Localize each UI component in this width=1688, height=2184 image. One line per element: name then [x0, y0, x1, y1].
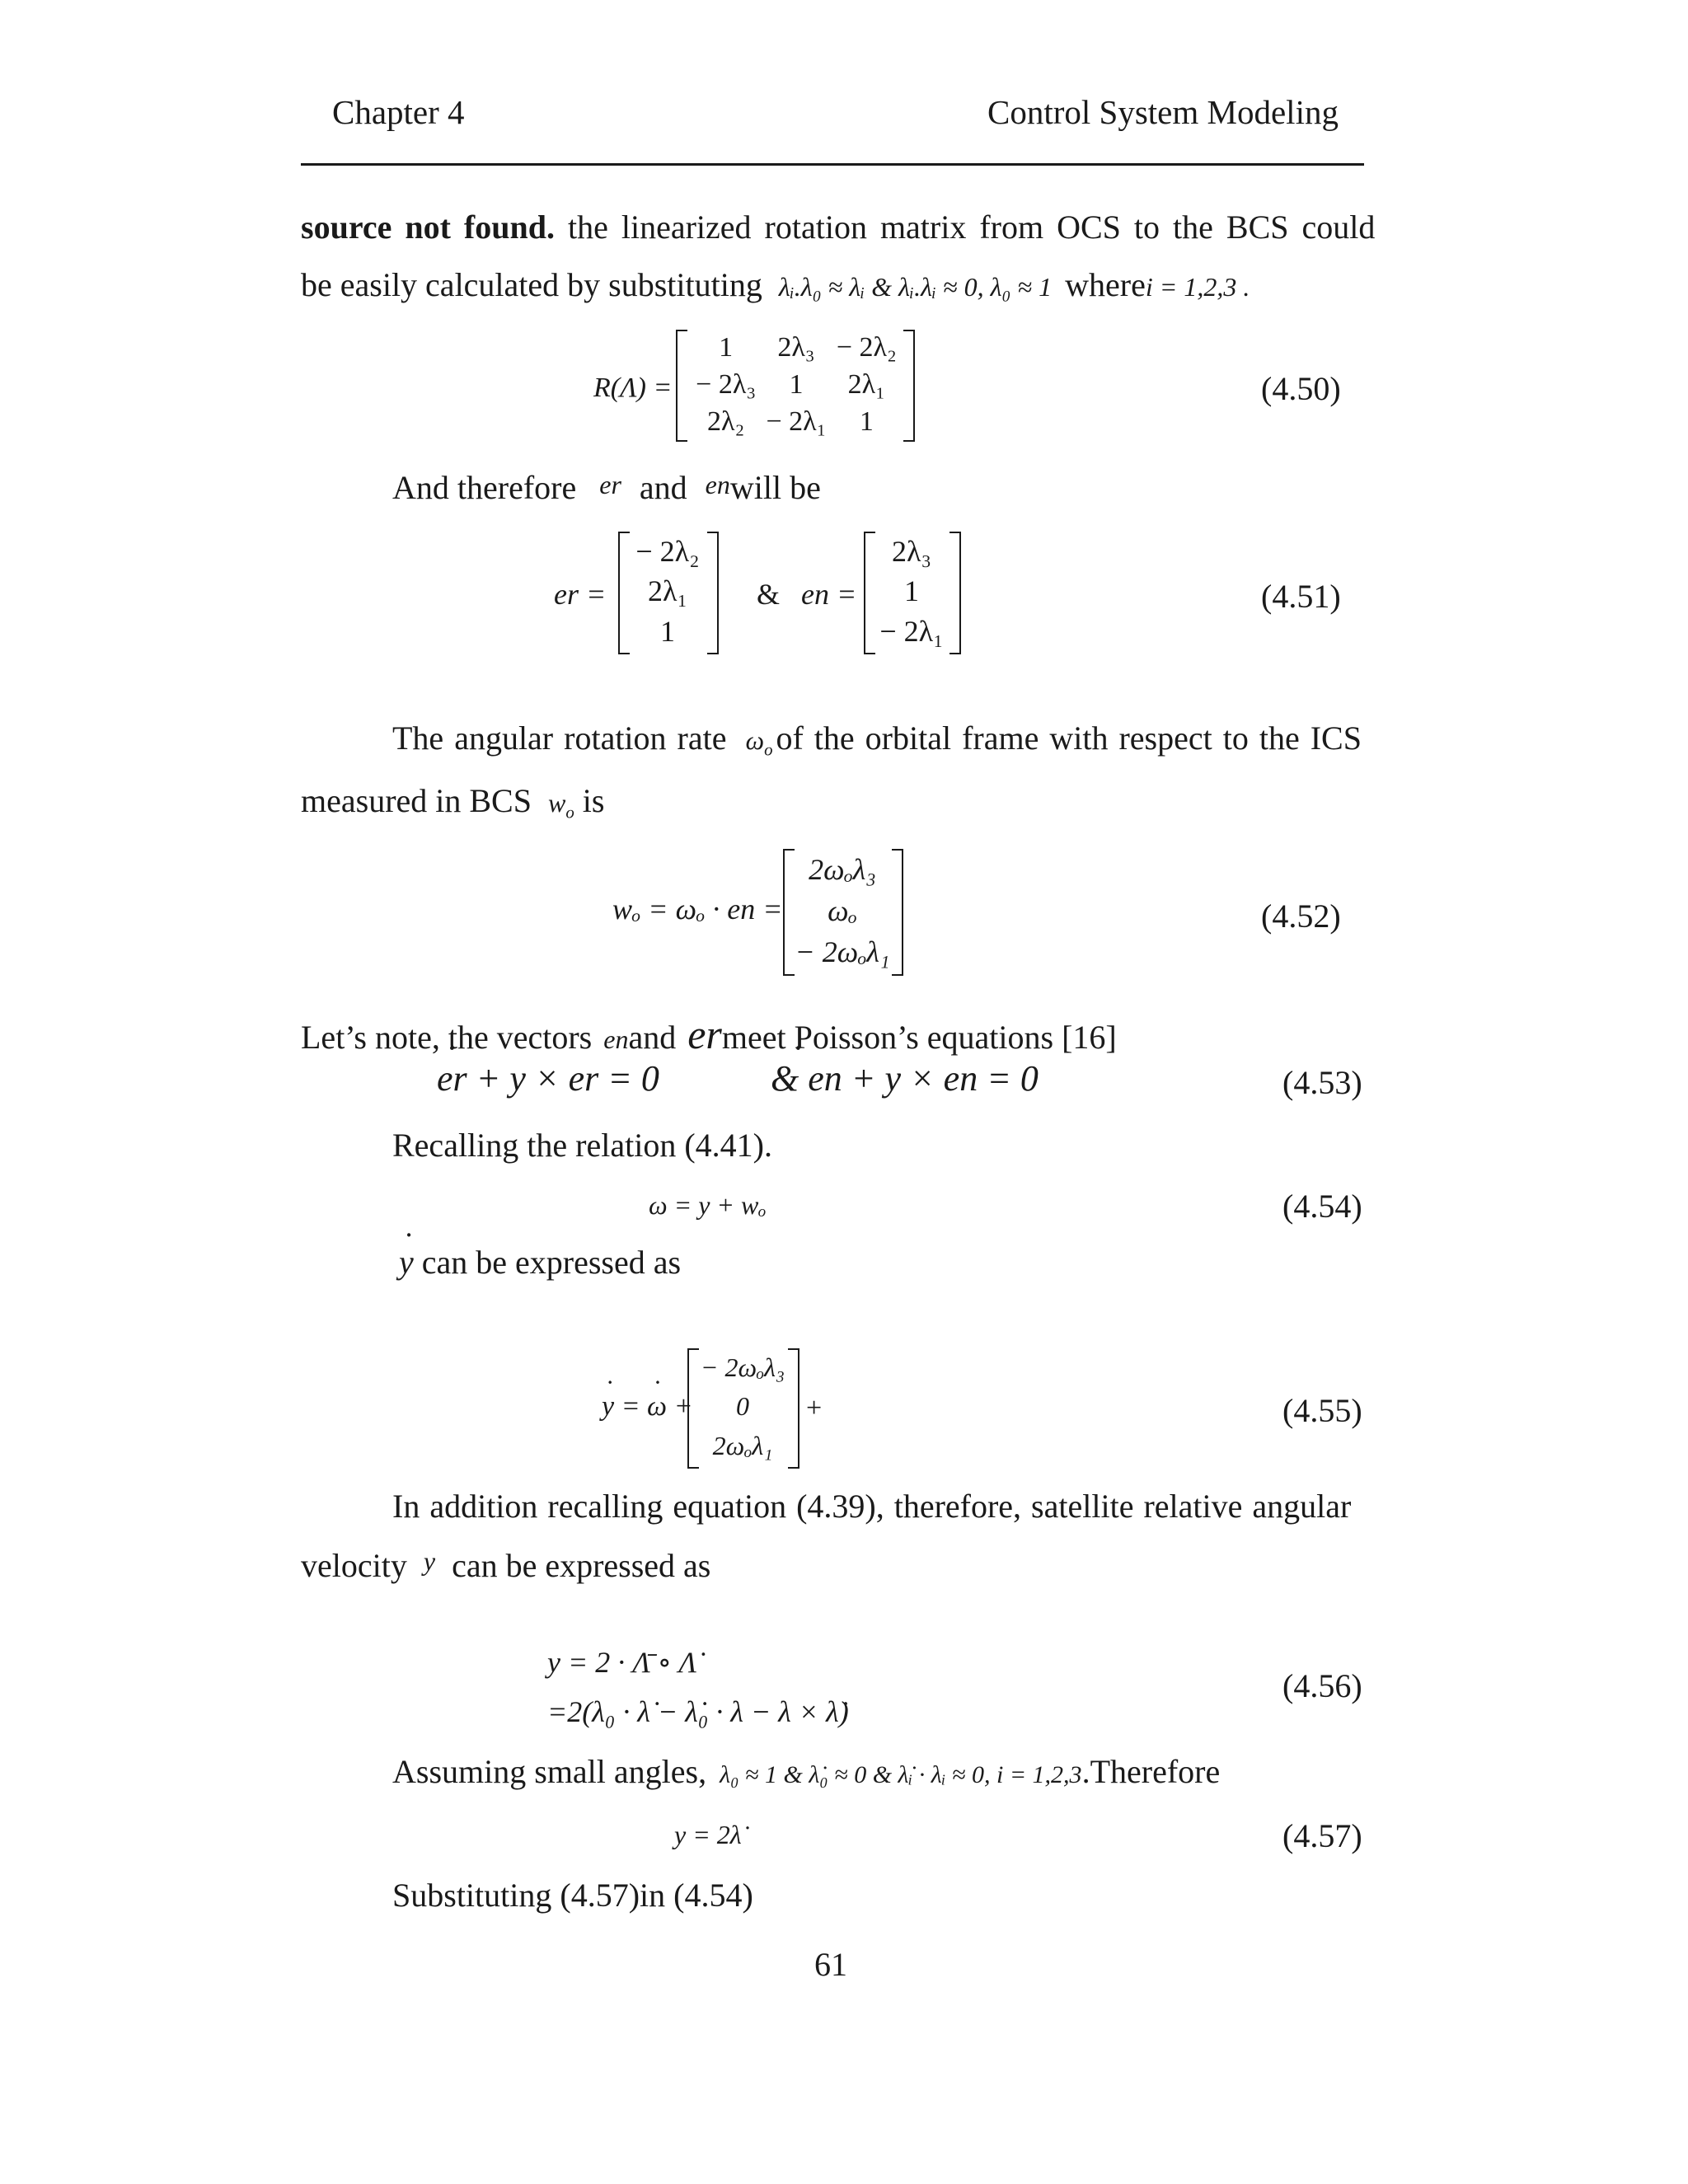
eq450-cell: 2λ₁ — [847, 368, 885, 400]
therefore-and: and — [639, 469, 687, 506]
para1-where: where — [1065, 266, 1146, 303]
para5-cond: λ₀ ≈ 1 & λ̇₀ ≈ 0 & λ̇ᵢ · λᵢ ≈ 0, i = 1,2,3 — [720, 1761, 1082, 1788]
page-number: 61 — [814, 1946, 847, 1983]
omega-subscript: o — [764, 740, 773, 760]
eq451-er-vector — [628, 532, 707, 651]
para2-omega — [745, 725, 773, 760]
para3-a: Let’s note, the vectors — [301, 1019, 593, 1056]
eq451-en-cell: − 2λ₁ — [879, 614, 944, 648]
eq450-cell: 1 — [789, 368, 804, 400]
para2-w — [547, 788, 574, 823]
subst-text: Substituting (4.57)in (4.54) — [392, 1877, 753, 1914]
para4-line2b: can be expressed as — [452, 1547, 711, 1584]
para3-and: and — [628, 1019, 677, 1056]
eq451-en-cell: 1 — [904, 574, 919, 608]
para2-line2b: is — [582, 782, 605, 819]
para5-a: Assuming small angles, — [392, 1753, 707, 1790]
eq451-er-cell: − 2λ₂ — [635, 535, 700, 569]
para1-line2 — [301, 265, 1250, 304]
header-title: Control System Modeling — [987, 93, 1339, 131]
eq453-right — [771, 1057, 1039, 1099]
w-symbol: w — [547, 788, 566, 818]
para2-line2 — [301, 781, 604, 823]
eq451-amp: & — [757, 578, 781, 611]
para2-line2a: measured in BCS — [301, 782, 532, 819]
eq455-vector — [697, 1348, 788, 1465]
para5-line — [392, 1752, 1220, 1791]
eq456-line1: y = 2 · Λ̄ ∘ Λ̇ — [547, 1646, 697, 1679]
eq450-matrix — [691, 330, 902, 440]
eq455-lhs — [602, 1391, 693, 1422]
eq451-en-lhs: en = — [801, 578, 857, 611]
eq452-cell: 2ωₒλ₃ — [809, 853, 876, 886]
para1-bold: source not found. — [301, 209, 555, 246]
eq451-en-bracket-right — [950, 532, 961, 654]
en-dot: & en ˙ — [771, 1057, 842, 1099]
eq451-number: (4.51) — [1261, 578, 1341, 615]
eq450-lhs: R(Λ) = — [593, 373, 673, 403]
eq457-expr: y = 2λ̇ — [674, 1820, 742, 1849]
eq451-en-vector — [874, 532, 950, 651]
para4-line2 — [301, 1546, 710, 1585]
therefore-er: er — [599, 470, 621, 499]
eq456-number: (4.56) — [1282, 1667, 1362, 1704]
eq451-en-cell: 2λ₃ — [891, 535, 931, 569]
eq455-omegadot: ω ˙ — [647, 1391, 667, 1422]
header-rule — [301, 163, 1364, 166]
header-chapter: Chapter 4 — [332, 93, 465, 131]
eq452-number: (4.52) — [1261, 898, 1341, 935]
eq450-number: (4.50) — [1261, 370, 1341, 407]
eq450-bracket-left — [676, 330, 687, 442]
eq455-cell: 0 — [736, 1391, 749, 1422]
eq455-ydot: y ˙ — [602, 1391, 614, 1422]
eq454-number: (4.54) — [1282, 1188, 1362, 1225]
therefore-b: will be — [729, 469, 821, 506]
para2-line1b: of the orbital frame with respect to the ICS — [776, 719, 1362, 757]
para4-y: y — [423, 1546, 436, 1576]
eq452-vector — [793, 849, 892, 972]
para1-condition: λᵢ.λ₀ ≈ λᵢ & λᵢ.λᵢ ≈ 0, λ₀ ≈ 1 — [778, 272, 1053, 302]
para4-line1: In addition recalling equation (4.39), therefore, satellite relative angular — [392, 1488, 1352, 1525]
eq452-bracket-right — [892, 849, 903, 976]
eq453-number: (4.53) — [1282, 1064, 1362, 1101]
eq456-line2: =2(λ₀ · λ̇ − λ̇₀ · λ − λ × λ̇) — [547, 1695, 849, 1728]
eq450-cell: 1 — [859, 405, 874, 437]
recall-text: Recalling the relation (4.41). — [392, 1127, 772, 1164]
eq450-cell: 1 — [719, 332, 734, 363]
eq452-cell: − 2ωₒλ₁ — [795, 935, 890, 968]
eq455-plus: + — [667, 1391, 693, 1422]
eq455-trail: + — [806, 1393, 823, 1423]
eq451-er-lhs: er = — [554, 578, 607, 611]
ydot-line — [399, 1243, 681, 1282]
para1-line1 — [301, 208, 1375, 246]
eq453-left-rest: + y × er = 0 — [467, 1058, 659, 1099]
para3-b: meet Poisson’s equations [16] — [721, 1019, 1117, 1056]
para3-er: er — [687, 1011, 722, 1057]
omega-symbol: ω — [745, 725, 765, 755]
w-subscript: o — [565, 803, 574, 823]
eq451-er-bracket-right — [707, 532, 719, 654]
eq453-right-rest: + y × en = 0 — [842, 1058, 1039, 1099]
eq455-cell: 2ωₒλ₁ — [712, 1430, 773, 1460]
para1-index: i = 1,2,3 . — [1145, 272, 1250, 302]
para2-line1a: The angular rotation rate — [392, 719, 727, 757]
para5-b: .Therefore — [1081, 1753, 1221, 1790]
therefore-a: And therefore — [392, 469, 577, 506]
para3-line — [301, 1010, 1117, 1058]
therefore-line — [392, 468, 821, 507]
eq450-cell: − 2λ₂ — [836, 332, 897, 363]
eq455-eq: = — [614, 1391, 648, 1422]
ydot-symbol: y ˙ — [399, 1243, 414, 1282]
para1-rest: the linearized rotation matrix from OCS to the BCS could — [554, 209, 1376, 246]
eq450-cell: 2λ₂ — [706, 405, 745, 437]
eq450-cell: 2λ₃ — [777, 332, 815, 363]
eq450-bracket-right — [903, 330, 915, 442]
eq453-left — [437, 1057, 659, 1099]
eq455-number: (4.55) — [1282, 1392, 1362, 1429]
eq452-cell: ωₒ — [828, 894, 857, 927]
para4-line2a: velocity — [301, 1547, 407, 1584]
eq452-lhs: wₒ = ωₒ · en = — [612, 893, 783, 926]
eq455-bracket-right — [788, 1348, 799, 1469]
er-dot: er ˙ — [437, 1057, 467, 1099]
eq450-cell: − 2λ₃ — [696, 368, 757, 400]
therefore-en: en — [705, 470, 730, 499]
ydot-rest: can be expressed as — [413, 1244, 682, 1281]
eq451-er-cell: 1 — [660, 614, 675, 648]
para1-line2-start: be easily calculated by substituting — [301, 266, 762, 303]
eq454-expr: ω = y + wₒ — [649, 1190, 767, 1220]
eq455-cell: − 2ωₒλ₃ — [700, 1352, 785, 1383]
eq451-er-cell: 2λ₁ — [647, 574, 687, 608]
eq450-cell: − 2λ₁ — [766, 405, 827, 437]
para2-line1 — [392, 719, 1362, 760]
para3-en: en — [603, 1024, 629, 1054]
eq457-number: (4.57) — [1282, 1817, 1362, 1854]
